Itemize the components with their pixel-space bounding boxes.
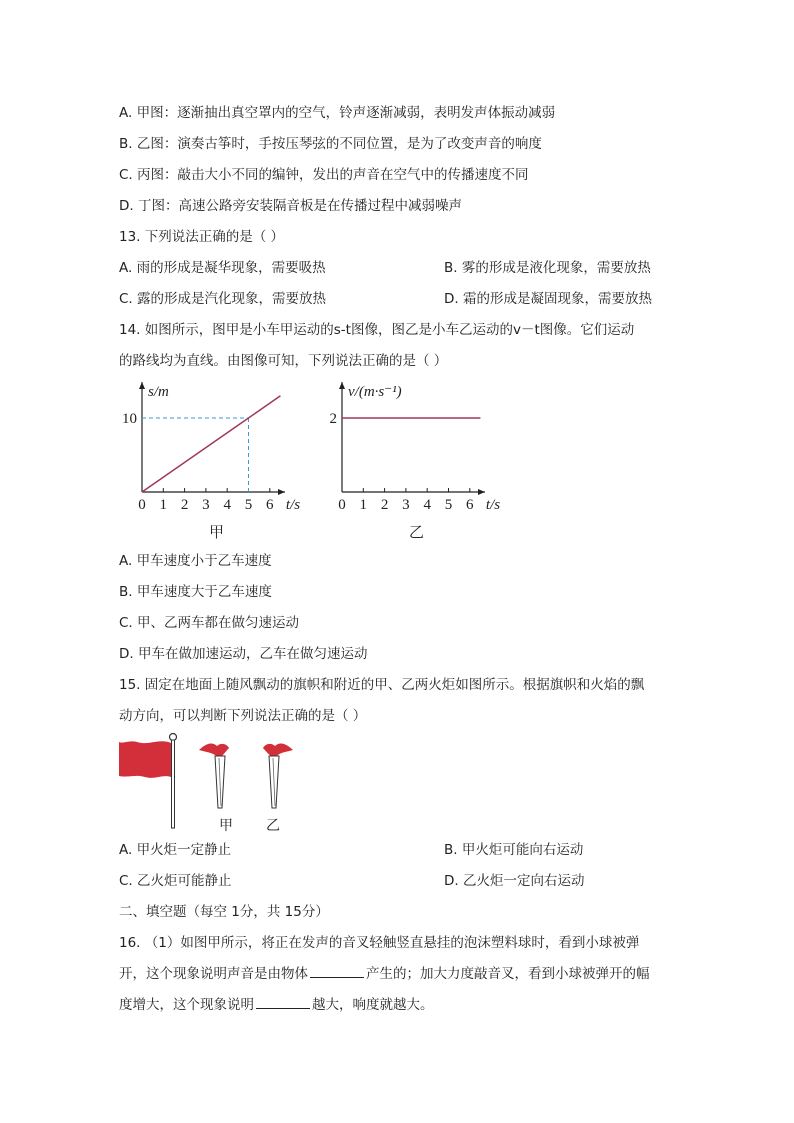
q15-stem-line2: 动方向，可以判断下列说法正确的是（ ）: [119, 708, 367, 724]
x-tick-label: 4: [423, 497, 431, 513]
x-tick-label: 0: [338, 497, 346, 513]
q16-line3-part-a: 度增大，这个现象说明: [119, 997, 254, 1013]
x-tick-label: 3: [202, 497, 210, 513]
q13-option-b: B. 雾的形成是液化现象，需要放热: [444, 260, 651, 276]
chart-jia-s-t: [110, 372, 310, 547]
torch-jia-label: 甲: [219, 818, 233, 834]
chart-yi-v-t: [310, 372, 510, 547]
y-axis-label: s/m: [148, 384, 169, 400]
q16-line2-part-b: 产生的；加大力度敲音叉，看到小球被弹开的幅: [366, 966, 650, 982]
chart-caption: 甲: [209, 525, 225, 541]
torch-yi: [263, 743, 293, 808]
q13-option-a: A. 雨的形成是凝华现象，需要吸热: [119, 260, 326, 276]
q14-option-d: D. 甲车在做加速运动，乙车在做匀速运动: [119, 646, 368, 662]
x-axis-arrow: [478, 489, 485, 495]
q15-stem-line1: 15. 固定在地面上随风飘动的旗帜和附近的甲、乙两火炬如图所示。根据旗帜和火焰的飘: [119, 677, 645, 693]
q14-stem-line1: 14. 如图所示，图甲是小车甲运动的s-t图像，图乙是小车乙运动的v－t图像。它们运动: [119, 322, 635, 338]
q14-option-b: B. 甲车速度大于乙车速度: [119, 584, 272, 600]
torch-yi-label: 乙: [266, 818, 280, 834]
q16-line2: [119, 965, 650, 983]
x-tick-label: 6: [266, 497, 274, 513]
q13-stem: 13. 下列说法正确的是（ ）: [119, 229, 285, 245]
q15-option-c: C. 乙火炬可能静止: [119, 873, 232, 889]
x-tick-label: 2: [380, 497, 389, 513]
q12-option-d: D. 丁图：高速公路旁安装隔音板是在传播过程中减弱噪声: [119, 198, 462, 214]
q13-option-d: D. 霜的形成是凝固现象，需要放热: [444, 291, 652, 307]
y-axis-arrow: [339, 382, 345, 389]
y-axis-arrow: [139, 382, 145, 389]
x-axis-label: t/s: [485, 497, 501, 513]
x-axis-label: t/s: [285, 497, 301, 513]
y-axis-label: v/(m·s⁻¹): [348, 384, 402, 400]
q15-option-b: B. 甲火炬可能向右运动: [444, 842, 584, 858]
q16-line3-part-b: 越大，响度就越大。: [312, 997, 434, 1013]
y-tick-label: 2: [329, 411, 337, 427]
q12-option-b: B. 乙图：演奏古筝时，手按压琴弦的不同位置，是为了改变声音的响度: [119, 136, 542, 152]
q14-stem-line2: 的路线均为直线。由图像可知，下列说法正确的是（ ）: [119, 353, 448, 369]
q16-line2-part-a: 开，这个现象说明声音是由物体: [119, 966, 308, 982]
x-tick-label: 6: [466, 497, 474, 513]
x-tick-label: 1: [359, 497, 368, 513]
q12-option-c: C. 丙图：敲击大小不同的编钟，发出的声音在空气中的传播速度不同: [119, 167, 529, 183]
x-tick-label: 2: [180, 497, 189, 513]
section-title: 二、填空题（每空 1分，共 15分）: [119, 904, 329, 920]
x-tick-label: 1: [159, 497, 168, 513]
x-tick-label: 0: [138, 497, 146, 513]
chart-caption: 乙: [409, 525, 425, 541]
y-tick-label: 10: [122, 411, 137, 427]
x-tick-label: 5: [444, 497, 453, 513]
series-line-0: [142, 396, 280, 492]
x-tick-label: 3: [402, 497, 410, 513]
flag: [119, 734, 177, 829]
answer-blank-2[interactable]: [256, 996, 310, 1009]
x-axis-arrow: [278, 489, 285, 495]
answer-blank-1[interactable]: [310, 965, 364, 978]
q15-option-a: A. 甲火炬一定静止: [119, 842, 232, 858]
q14-option-c: C. 甲、乙两车都在做匀速运动: [119, 615, 300, 631]
x-tick-label: 5: [244, 497, 253, 513]
q16-line3: [119, 996, 434, 1014]
q16-line1: 16. （1）如图甲所示，将正在发声的音叉轻触竖直悬挂的泡沫塑料球时，看到小球被弹: [119, 935, 640, 951]
q15-option-d: D. 乙火炬一定向右运动: [444, 873, 585, 889]
q13-option-c: C. 露的形成是汽化现象，需要放热: [119, 291, 327, 307]
flag-and-torches-figure: [115, 728, 315, 838]
x-tick-label: 4: [223, 497, 231, 513]
q14-option-a: A. 甲车速度小于乙车速度: [119, 553, 272, 569]
torch-jia: [199, 743, 229, 808]
q12-option-a: A. 甲图：逐渐抽出真空罩内的空气，铃声逐渐减弱，表明发声体振动减弱: [119, 105, 556, 121]
